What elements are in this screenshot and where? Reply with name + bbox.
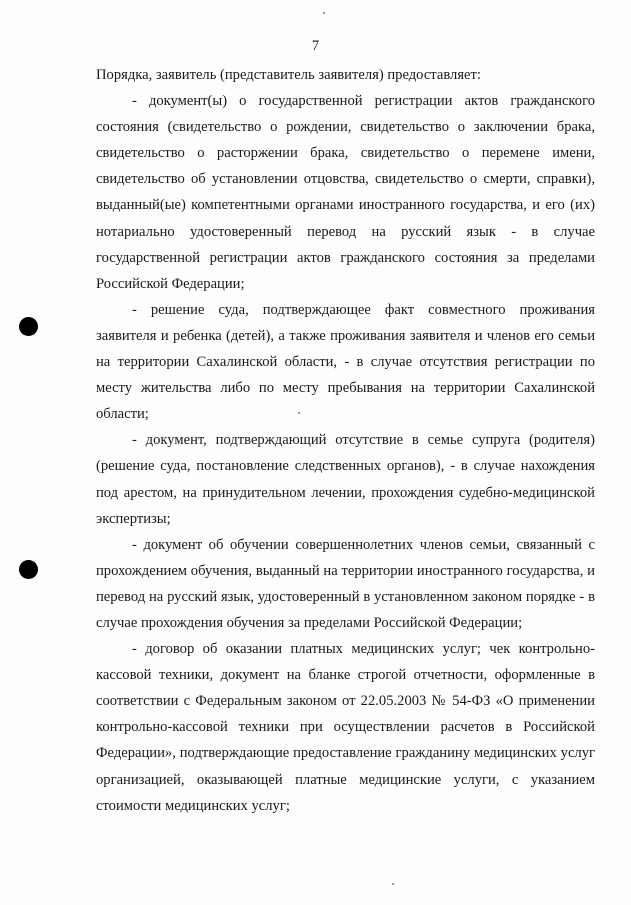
punch-hole-bottom (19, 560, 38, 579)
scan-speck (392, 883, 394, 885)
paragraph-intro: Порядка, заявитель (представитель заявителя) предоставляет: (96, 67, 481, 83)
paragraph-spouse-absence: - документ, подтверждающий отсутствие в семье супруга (родителя) (решение суда, постановление следственных органов), - в случае нахождения под арестом, на принудительном лечении, прохождения судебно-медицинской экспертизы; (96, 432, 595, 527)
scan-speck (323, 12, 325, 14)
document-body (96, 62, 595, 819)
punch-hole-top (19, 317, 38, 336)
scan-speck (298, 412, 300, 414)
paragraph-court-decision: - решение суда, подтверждающее факт совместного проживания заявителя и ребенка (детей), а также проживания заявителя и членов его семьи на территории Сахалинской области, - в случае отсутствия регистрации по месту жительства либо по месту пребывания на территории Сахалинской области; (96, 301, 595, 423)
paragraph-education: - документ об обучении совершеннолетних членов семьи, связанный с прохождением обучения, выданный на территории иностранного государства, и перевод на русский язык, удостоверенный в установленном законом порядке - в случае прохождения обучения за пределами Российской Федерации; (96, 536, 595, 631)
paragraph-medical-services: - договор об оказании платных медицинских услуг; чек контрольно-кассовой техники, документ на бланке строгой отчетности, оформленные в соответствии с Федеральным законом от 22.05.2003 № 54-ФЗ «О применении контрольно-кассовой техники при осуществлении расчетов в Российской Федерации», подтверждающие предоставление гражданину медицинских услуг организацией, оказывающей платные медицинские услуги, с указанием стоимости медицинских услуг; (96, 641, 595, 814)
page-number: 7 (311, 38, 320, 54)
paragraph-civil-registration: - документ(ы) о государственной регистрации актов гражданского состояния (свидетельство о рождении, свидетельство о заключении брака, свидетельство о расторжении брака, свидетельство о перемене имени, свидетельство об установлении отцовства, свидетельство о смерти, справки), выданный(ые) компетентными органами иностранного государства, и его (их) нотариально удостоверенный перевод на русский язык - в случае государственной регистрации актов гражданского состояния за пределами Российской Федерации; (96, 93, 595, 292)
